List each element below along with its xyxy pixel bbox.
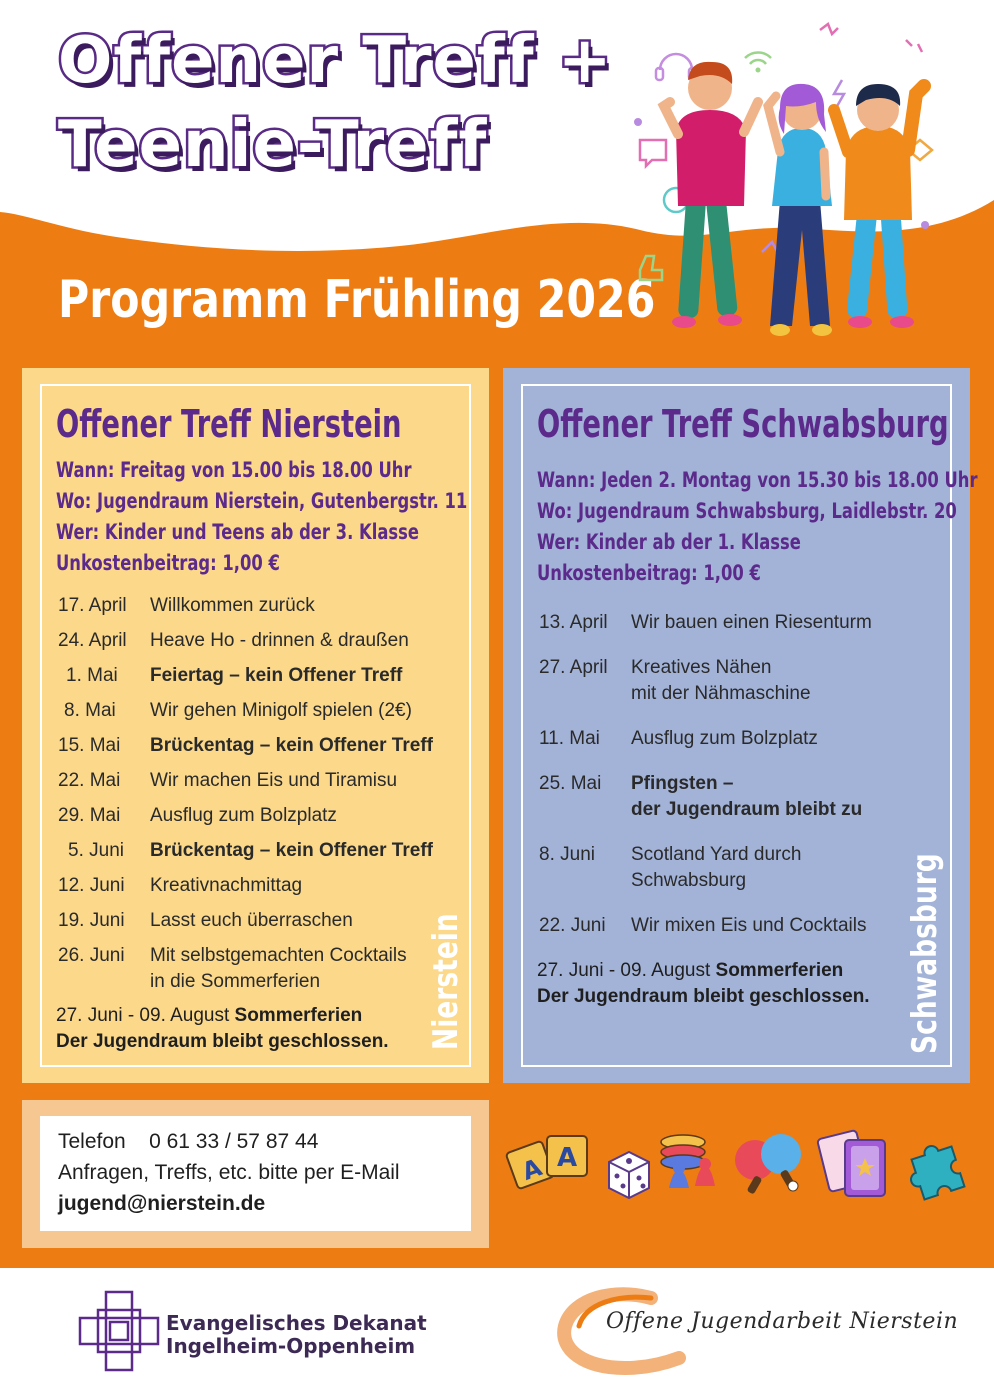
inquiry-text: Anfragen, Treffs, etc. bitte per E-Mail <box>58 1161 400 1184</box>
schwabsburg-event-text: Wir bauen einen Riesenturm <box>631 612 872 633</box>
nierstein-event-date: 1. Mai <box>66 665 118 686</box>
phone-label: Telefon <box>58 1130 126 1153</box>
nierstein-event-text: Feiertag – kein Offener Treff <box>150 665 403 686</box>
nierstein-event-date: 15. Mai <box>58 735 121 756</box>
closing-label: Sommerferien <box>234 1005 363 1026</box>
nierstein-event-text: Heave Ho - drinnen & draußen <box>150 630 409 651</box>
schwabsburg-event-date: 27. April <box>539 657 608 678</box>
schwabsburg-event-date: 11. Mai <box>539 728 600 749</box>
schwabsburg-event-text-line2: mit der Nähmaschine <box>631 683 811 704</box>
contact-card <box>40 1116 471 1231</box>
schwabsburg-event-date: 13. April <box>539 612 608 633</box>
nierstein-event-text: Brückentag – kein Offener Treff <box>150 840 433 861</box>
nierstein-event-date: 8. Mai <box>64 700 116 721</box>
schwabsburg-panel <box>503 368 978 1083</box>
closing-dates: 27. Juni - 09. August <box>56 1005 230 1026</box>
contact-box <box>22 1100 489 1248</box>
schwabsburg-event-text: Pfingsten – <box>631 773 734 794</box>
svg-text:A: A <box>518 1153 546 1186</box>
nierstein-closing-period <box>56 1003 362 1029</box>
nierstein-closing-note <box>56 1029 389 1055</box>
schwabsburg-event-text: Ausflug zum Bolzplatz <box>631 728 818 749</box>
nierstein-side-label: Nierstein <box>426 913 466 1050</box>
schwabsburg-heading: Offener Treff Schwabsburg <box>537 402 949 446</box>
closing-dates: 27. Juni - 09. August <box>537 960 711 981</box>
nierstein-event-date: 29. Mai <box>58 805 121 826</box>
email-line <box>58 1192 265 1216</box>
teens-illustration <box>620 10 950 355</box>
letter-tiles-icon <box>506 1136 587 1189</box>
schwabsburg-closing-note <box>537 984 870 1010</box>
closing-note-text: Der Jugendraum bleibt geschlossen. <box>537 986 870 1007</box>
dekanat-cross-logo <box>78 1290 160 1372</box>
nierstein-who: Wer: Kinder und Teens ab der 3. Klasse <box>56 520 419 544</box>
playing-cards-icon <box>817 1130 885 1196</box>
puzzle-piece-icon <box>903 1140 965 1202</box>
schwabsburg-event-text-line2: Schwabsburg <box>631 870 747 891</box>
dice-icon <box>609 1152 649 1198</box>
schwabsburg-side-label: Schwabsburg <box>905 853 945 1054</box>
nierstein-event-date: 22. Mai <box>58 770 121 791</box>
closing-note-text: Der Jugendraum bleibt geschlossen. <box>56 1031 389 1052</box>
schwabsburg-event-text: Kreatives Nähen <box>631 657 772 678</box>
title-line-1: Offener Treff + <box>58 24 613 98</box>
nierstein-event-date: 17. April <box>58 595 127 616</box>
phone-line <box>58 1130 318 1154</box>
oja-name: Offene Jugendarbeit Nierstein <box>606 1309 959 1334</box>
nierstein-event-text: Wir gehen Minigolf spielen (2€) <box>150 700 412 721</box>
schwabsburg-event-date: 25. Mai <box>539 773 602 794</box>
nierstein-where: Wo: Jugendraum Nierstein, Gutenbergstr. 11 <box>56 489 468 513</box>
schwabsburg-closing-period <box>537 958 843 984</box>
dekanat-name-line2: Ingelheim-Oppenheim <box>166 1334 416 1358</box>
nierstein-event-text: Brückentag – kein Offener Treff <box>150 735 433 756</box>
svg-text:A: A <box>557 1143 578 1173</box>
nierstein-event-text-line2: in die Sommerferien <box>150 971 321 992</box>
nierstein-event-text: Ausflug zum Bolzplatz <box>150 805 337 826</box>
nierstein-when: Wann: Freitag von 15.00 bis 18.00 Uhr <box>56 458 412 482</box>
nierstein-event-text: Mit selbstgemachten Cocktails <box>150 945 407 966</box>
schwabsburg-event-date: 8. Juni <box>539 844 595 865</box>
nierstein-event-date: 26. Juni <box>58 945 125 966</box>
nierstein-event-date: 24. April <box>58 630 127 651</box>
nierstein-fee: Unkostenbeitrag: 1,00 € <box>56 551 280 575</box>
schwabsburg-where: Wo: Jugendraum Schwabsburg, Laidlebstr. 20 <box>537 499 957 523</box>
nierstein-panel <box>22 368 489 1083</box>
table-tennis-icon <box>735 1134 801 1195</box>
schwabsburg-fee: Unkostenbeitrag: 1,00 € <box>537 561 761 585</box>
schwabsburg-when: Wann: Jeden 2. Montag von 15.30 bis 18.00 Uhr <box>537 468 978 492</box>
game-icons-row <box>505 1124 985 1204</box>
schwabsburg-event-date: 22. Juni <box>539 915 606 936</box>
nierstein-event-date: 19. Juni <box>58 910 125 931</box>
nierstein-event-date: 5. Juni <box>68 840 124 861</box>
nierstein-event-date: 12. Juni <box>58 875 125 896</box>
nierstein-heading: Offener Treff Nierstein <box>56 402 402 446</box>
schwabsburg-event-text: Wir mixen Eis und Cocktails <box>631 915 867 936</box>
season-title: Programm Frühling 2026 <box>58 270 656 330</box>
dekanat-name-line1: Evangelisches Dekanat <box>166 1311 427 1335</box>
nierstein-event-text: Willkommen zurück <box>150 595 315 616</box>
schwabsburg-event-text-line2: der Jugendraum bleibt zu <box>631 799 863 820</box>
closing-label: Sommerferien <box>715 960 844 981</box>
phone-number[interactable]: 0 61 33 / 57 87 44 <box>149 1130 319 1153</box>
nierstein-event-text: Wir machen Eis und Tiramisu <box>150 770 398 791</box>
schwabsburg-who: Wer: Kinder ab der 1. Klasse <box>537 530 801 554</box>
nierstein-event-text: Kreativnachmittag <box>150 875 303 896</box>
email-link[interactable]: jugend@nierstein.de <box>58 1192 266 1215</box>
schwabsburg-event-text: Scotland Yard durch <box>631 844 802 865</box>
title-line-2: Teenie-Treff <box>58 108 488 182</box>
nierstein-event-text: Lasst euch überraschen <box>150 910 353 931</box>
board-game-pieces-icon <box>661 1135 715 1188</box>
